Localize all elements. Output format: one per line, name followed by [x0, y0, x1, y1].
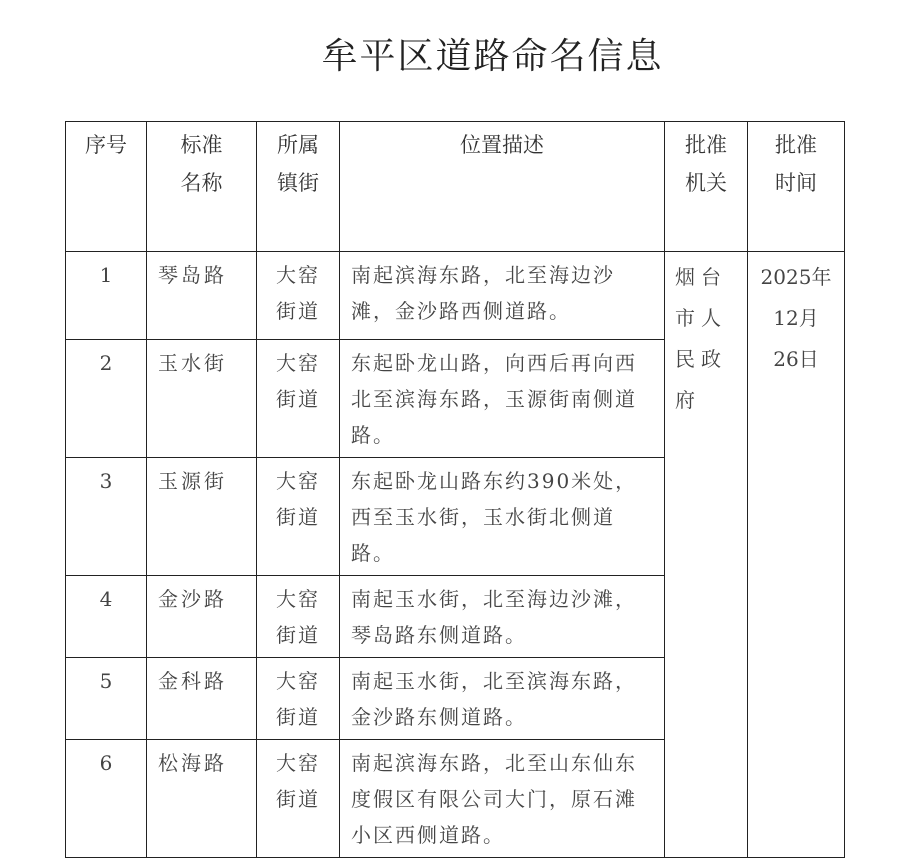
- road-naming-table: [65, 121, 845, 858]
- location-description: 东起卧龙山路，向西后再向西北至滨海东路，玉源街南侧道路。: [340, 340, 665, 458]
- row-number: 6: [66, 740, 147, 858]
- location-description: 南起玉水街，北至海边沙滩，琴岛路东侧道路。: [340, 576, 665, 658]
- authority-cell: [665, 252, 748, 858]
- town-cell: [257, 252, 340, 340]
- town-name: 大窑 街道: [276, 587, 320, 647]
- town-cell: [257, 658, 340, 740]
- header-authority: 批准 机关: [665, 122, 748, 252]
- row-number: 3: [66, 458, 147, 576]
- road-name: 玉水街: [147, 340, 257, 458]
- header-name: 标准 名称: [147, 122, 257, 252]
- time-cell: [748, 252, 845, 858]
- header-town: 所属 镇街: [257, 122, 340, 252]
- row-number: 2: [66, 340, 147, 458]
- town-cell: [257, 576, 340, 658]
- row-number: 5: [66, 658, 147, 740]
- header-time: 批准 时间: [748, 122, 845, 252]
- town-name: 大窑 街道: [276, 263, 320, 323]
- town-name: 大窑 街道: [276, 669, 320, 729]
- town-cell: [257, 740, 340, 858]
- location-description: 南起滨海东路，北至山东仙东度假区有限公司大门，原石滩小区西侧道路。: [340, 740, 665, 858]
- page-title: 牟平区道路命名信息: [321, 36, 664, 77]
- location-description: 东起卧龙山路东约390米处，西至玉水街，玉水街北侧道路。: [340, 458, 665, 576]
- road-name: 金沙路: [147, 576, 257, 658]
- header-desc: 位置描述: [340, 122, 665, 252]
- location-description: 南起滨海东路，北至海边沙滩，金沙路西侧道路。: [340, 252, 665, 340]
- approval-authority: 烟台市人民政府: [675, 265, 727, 412]
- road-name: 玉源街: [147, 458, 257, 576]
- table-header-row: [66, 122, 845, 252]
- road-name: 琴岛路: [147, 252, 257, 340]
- row-number: 1: [66, 252, 147, 340]
- town-name: 大窑 街道: [276, 469, 320, 529]
- road-name: 松海路: [147, 740, 257, 858]
- table-row: [66, 252, 845, 340]
- approval-time: 2025年 12月 26日: [760, 265, 832, 371]
- town-cell: [257, 458, 340, 576]
- header-no: 序号: [66, 122, 147, 252]
- town-cell: [257, 340, 340, 458]
- row-number: 4: [66, 576, 147, 658]
- road-name: 金科路: [147, 658, 257, 740]
- town-name: 大窑 街道: [276, 351, 320, 411]
- town-name: 大窑 街道: [276, 751, 320, 811]
- location-description: 南起玉水街，北至滨海东路，金沙路东侧道路。: [340, 658, 665, 740]
